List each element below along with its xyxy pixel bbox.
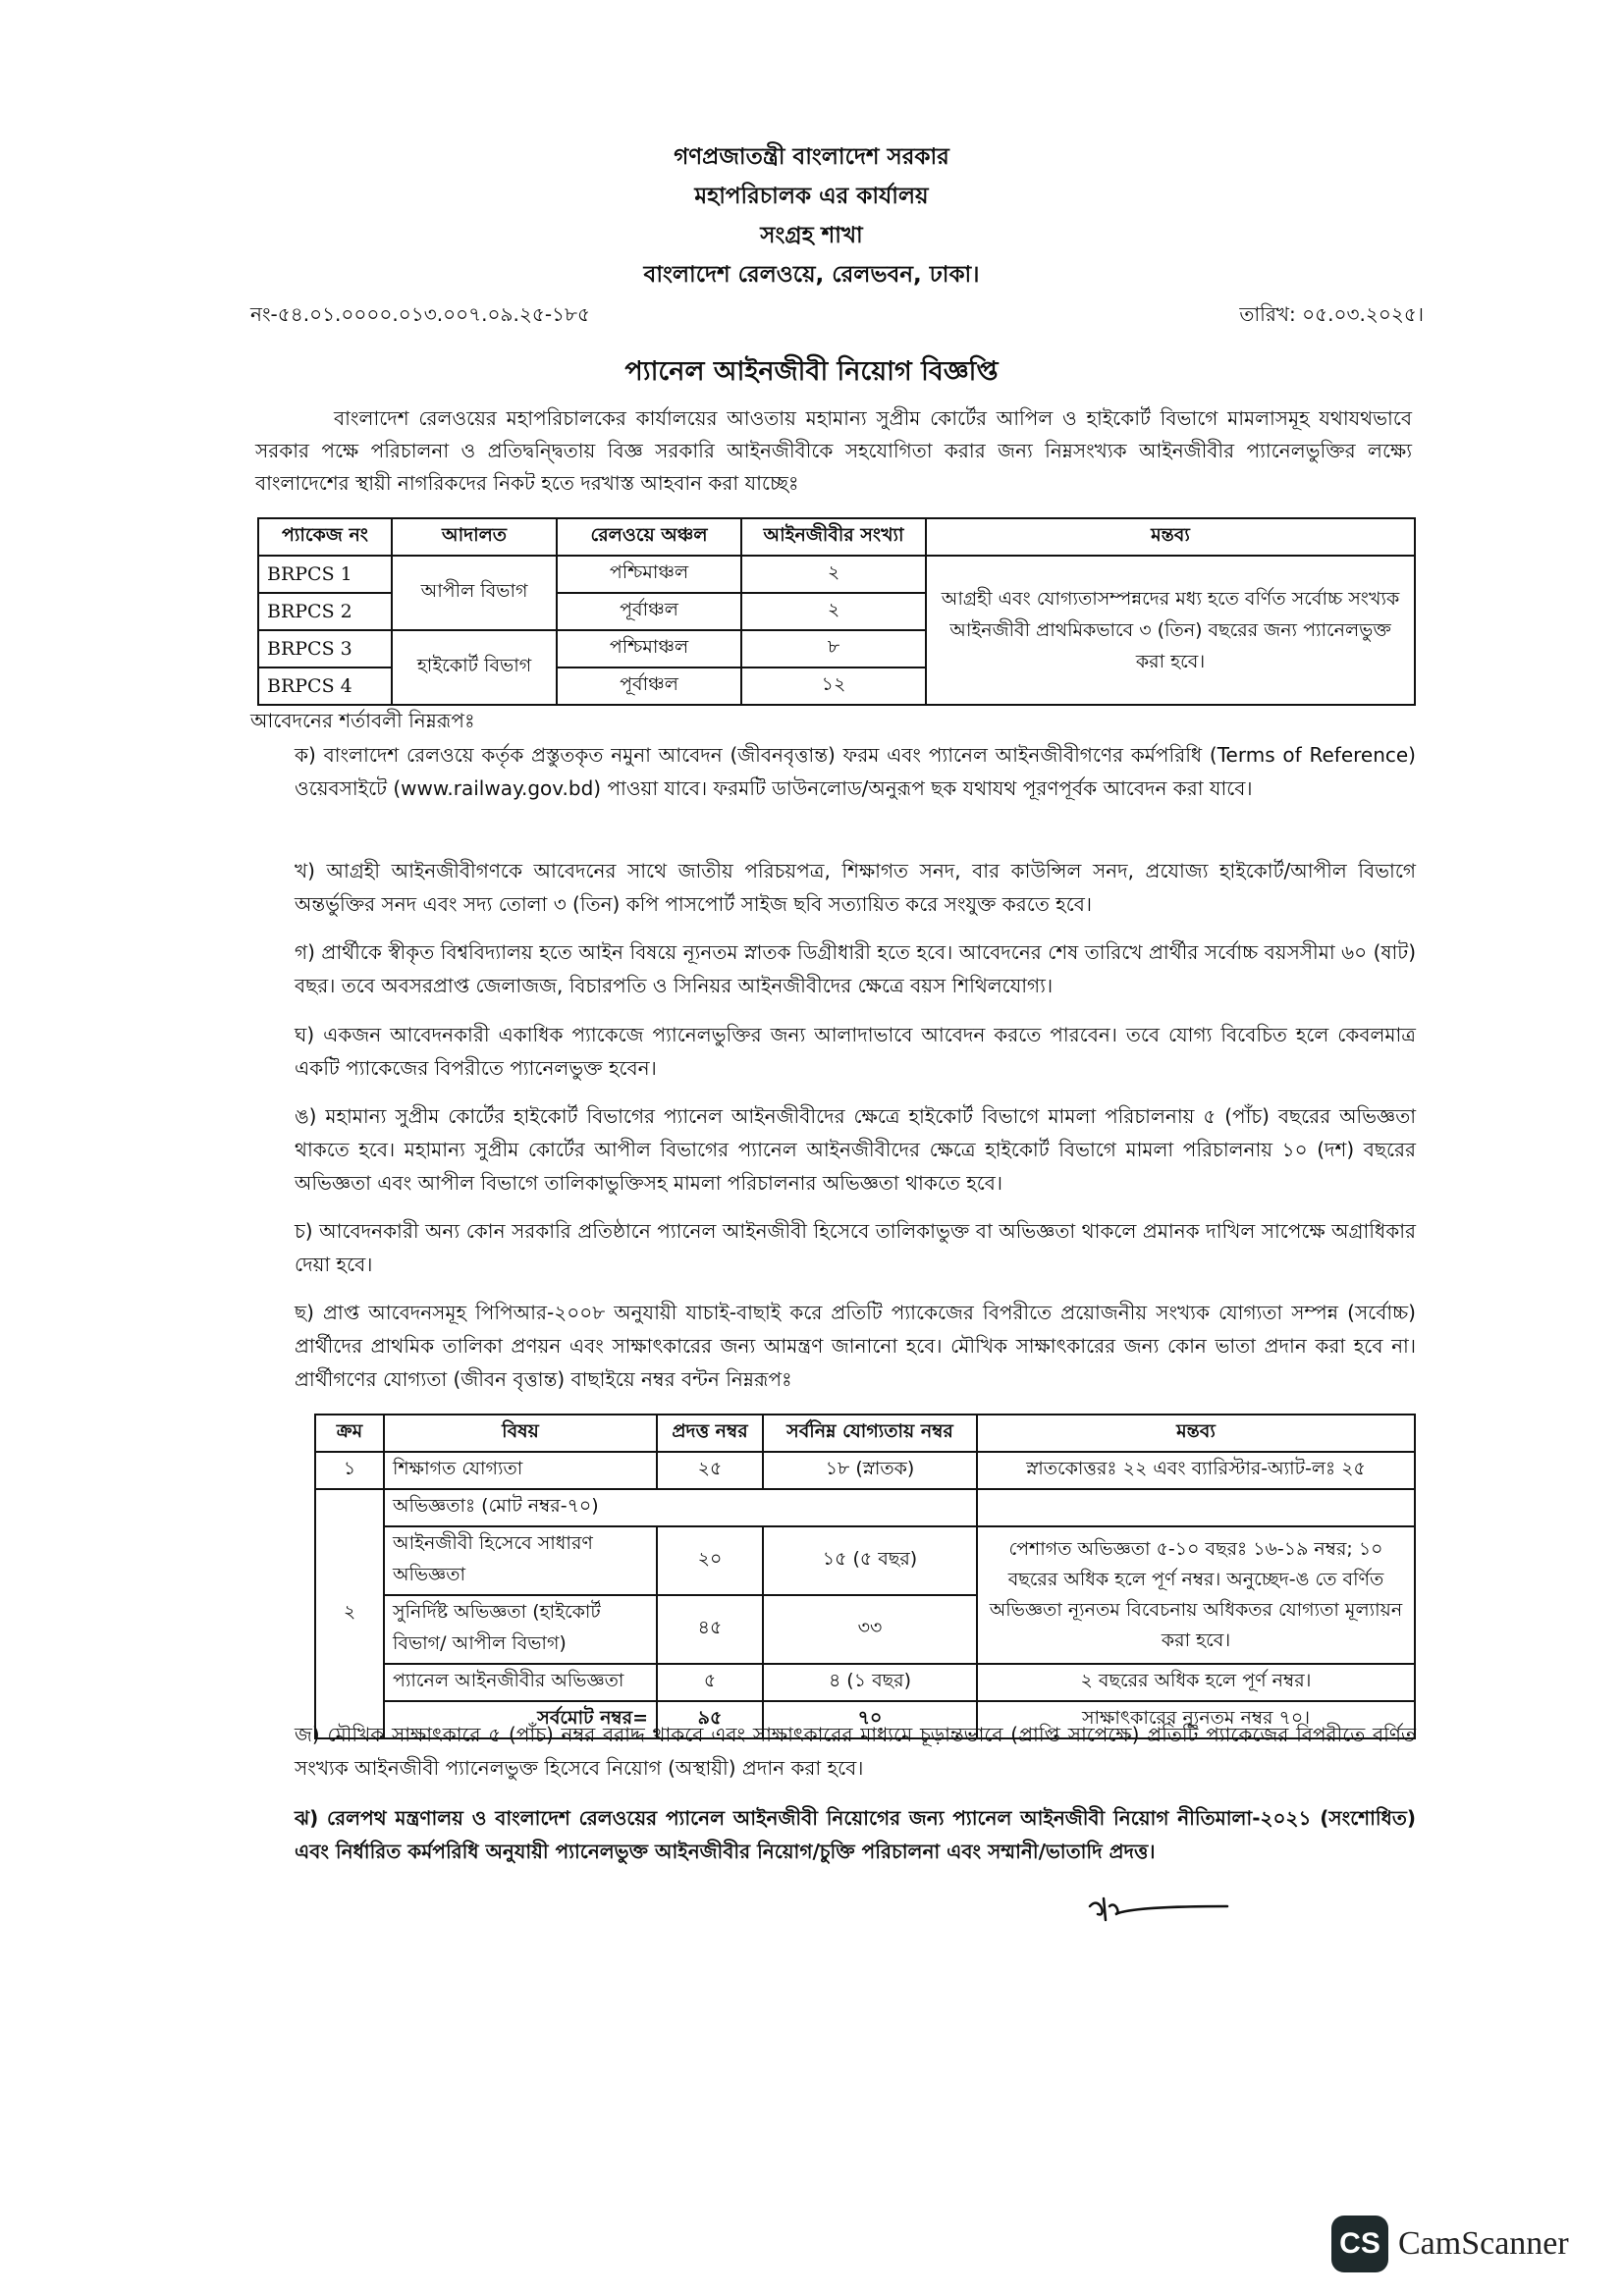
col-zone: রেলওয়ে অঞ্চল [557,518,741,556]
condition-jha: ঝ) রেলপথ মন্ত্রণালয় ও বাংলাদেশ রেলওয়ের প্যানেল আইনজীবী নিয়োগের জন্য প্যানেল আইনজীবী নিয়োগ নীতিমালা-২০২১ (সংশোধিত) এবং নির্ধারিত কর্মপরিধি অনুযায়ী প্যানেলভুক্ত আইনজীবীর নিয়োগ/চুক্তি পরিচালনা এবং সম্মানী/ভাতাদি প্রদত্ত। [295,1806,1416,1863]
col-serial: ক্রম [315,1415,384,1452]
count-cell: ২ [741,556,926,593]
remark-cell: আগ্রহী এবং যোগ্যতাসম্পন্নদের মধ্য হতে বর্ণিত সর্বোচ্চ সংখ্যক আইনজীবী প্রাথমিকভাবে ৩ (তিন) বছরের জন্য প্যানেলভুক্ত করা হবে। [926,556,1415,705]
col-subject: বিষয় [384,1415,657,1452]
remark-cell: পেশাগত অভিজ্ঞতা ৫-১০ বছরঃ ১৬-১৯ নম্বর; ১০ বছরের অধিক হলে পূর্ণ নম্বর। অনুচ্ছেদ-ঙ তে বর্ণিত অভিজ্ঞতা ন্যূনতম বিবেচনায় অধিকতর যোগ্যতা মূল্যায়ন করা হবে। [977,1526,1415,1664]
condition-chha: ছ) প্রাপ্ত আবেদনসমূহ পিপিআর-২০০৮ অনুযায়ী যাচাই-বাছাই করে প্রতিটি প্যাকেজের বিপরীতে প্রয়োজনীয় সংখ্যক যোগ্যতা সম্পন্ন (সর্বোচ্চ) প্রার্থীদের প্রাথমিক তালিকা প্রণয়ন এবং সাক্ষাৎকারের জন্য আমন্ত্রণ জানানো হবে। মৌখিক সাক্ষাৎকারের জন্য কোন ভাতা প্রদান করা হবে না। প্রার্থীগণের যোগ্যতা (জীবন বৃত্তান্ত) বাছাইয়ে নম্বর বন্টন নিম্নরূপঃ [295,1301,1416,1391]
zone-cell: পূর্বাঞ্চল [557,667,741,705]
table-row [315,1489,1415,1526]
notice-title: প্যানেল আইনজীবী নিয়োগ বিজ্ঞপ্তি [624,356,999,387]
table-header-row [258,518,1415,556]
col-count: আইনজীবীর সংখ্যা [741,518,926,556]
serial-cell: ১ [315,1452,384,1489]
count-cell: ৮ [741,630,926,667]
camscanner-watermark [1331,2215,1569,2273]
subject-cell: সুনির্দিষ্ট অভিজ্ঞতা (হাইকোর্ট বিভাগ/ আপীল বিভাগ) [384,1595,657,1664]
remark-cell: স্নাতকোত্তরঃ ২২ এবং ব্যারিস্টার-অ্যাট-লঃ ২৫ [977,1452,1415,1489]
govt-name: গণপ্রজাতন্ত্রী বাংলাদেশ সরকার [674,144,949,170]
subject-cell: প্যানেল আইনজীবীর অভিজ্ঞতা [384,1664,657,1701]
signature-mark [1080,1885,1237,1924]
col-remark: মন্তব্য [926,518,1415,556]
marks-cell: ৪৫ [657,1595,763,1664]
remark-cell: ২ বছরের অধিক হলে পূর্ণ নম্বর। [977,1664,1415,1701]
court-cell: আপীল বিভাগ [392,556,557,630]
empty-cell [977,1489,1415,1526]
total-label-cell: সর্বমোট নম্বর= [384,1701,657,1738]
memo-number: নং-৫৪.০১.০০০০.০১৩.০০৭.০৯.২৫-১৮৫ [250,302,590,326]
condition-gha: ঘ) একজন আবেদনকারী একাধিক প্যাকেজে প্যানেলভুক্তির জন্য আলাদাভাবে আবেদন করতে পারবেন। তবে যোগ্য বিবেচিত হলে কেবলমাত্র একটি প্যাকেজের বিপরীতে প্যানেলভুক্ত হবেন। [295,1023,1416,1080]
total-marks-cell: ৯৫ [657,1701,763,1738]
marks-table [314,1414,1416,1739]
serial-cell: ২ [315,1489,384,1738]
condition-ja: জ) মৌখিক সাক্ষাৎকারে ৫ (পাঁচ) নম্বর বরাদ্দ থাকবে এবং সাক্ষাৎকারের মাধ্যমে চূড়ান্তভাবে (প্রাপ্তি সাপেক্ষে) প্রতিটি প্যাকেজের বিপরীতে বর্ণিত সংখ্যক আইনজীবী প্যানেলভুক্ত হিসেবে নিয়োগ (অস্থায়ী) প্রদান করা হবে। [295,1723,1416,1780]
table-row [315,1452,1415,1489]
camscanner-text: CamScanner [1398,2225,1569,2262]
zone-cell: পশ্চিমাঞ্চল [557,630,741,667]
min-marks-cell: ১৮ (স্নাতক) [763,1452,977,1489]
date-value: ০৫.০৩.২০২৫। [1302,302,1424,326]
conditions-heading: আবেদনের শর্তাবলী নিম্নরূপঃ [250,709,475,732]
court-cell: হাইকোর্ট বিভাগ [392,630,557,705]
marks-cell: ২৫ [657,1452,763,1489]
condition-uma: ঙ) মহামান্য সুপ্রীম কোর্টের হাইকোর্ট বিভাগের প্যানেল আইনজীবীদের ক্ষেত্রে হাইকোর্ট বিভাগে মামলা পরিচালনায় ৫ (পাঁচ) বছরের অভিজ্ঞতা থাকতে হবে। মহামান্য সুপ্রীম কোর্টের আপীল বিভাগের প্যানেল আইনজীবীদের ক্ষেত্রে হাইকোর্ট বিভাগে মামলা পরিচালনায় ১০ (দশ) বছরের অভিজ্ঞতা এবং আপীল বিভাগে তালিকাভুক্তিসহ মামলা পরিচালনার অভিজ্ঞতা থাকতে হবে। [295,1104,1416,1195]
min-marks-cell: ৪ (১ বছর) [763,1664,977,1701]
office-address: বাংলাদেশ রেলওয়ে, রেলভবন, ঢাকা। [643,262,980,288]
col-court: আদালত [392,518,557,556]
min-marks-cell: ৩৩ [763,1595,977,1664]
col-remark: মন্তব্য [977,1415,1415,1452]
office-name: মহাপরিচালক এর কার্যালয় [694,184,929,209]
package-cell: BRPCS 2 [258,593,392,630]
marks-cell: ২০ [657,1526,763,1595]
zone-cell: পূর্বাঞ্চল [557,593,741,630]
condition-cha: চ) আবেদনকারী অন্য কোন সরকারি প্রতিষ্ঠানে প্যানেল আইনজীবী হিসেবে তালিকাভুক্ত বা অভিজ্ঞতা থাকলে প্রমানক দাখিল সাপেক্ষে অগ্রাধিকার দেয়া হবে। [295,1219,1416,1276]
condition-kha: খ) আগ্রহী আইনজীবীগণকে আবেদনের সাথে জাতীয় পরিচয়পত্র, শিক্ষাগত সনদ, বার কাউন্সিল সনদ, প্রযোজ্য হাইকোর্ট/আপীল বিভাগে অন্তর্ভুক্তির সনদ এবং সদ্য তোলা ৩ (তিন) কপি পাসপোর্ট সাইজ ছবি সত্যায়িত করে সংযুক্ত করতে হবে। [295,859,1416,916]
branch-name: সংগ্রহ শাখা [760,223,863,248]
count-cell: ২ [741,593,926,630]
total-min-cell: ৭০ [763,1701,977,1738]
col-min-marks: সর্বনিম্ন যোগ্যতায় নম্বর [763,1415,977,1452]
memo-date-block [1239,300,1424,333]
memo-row [250,294,1424,330]
intro-paragraph: বাংলাদেশ রেলওয়ের মহাপরিচালকের কার্যালয়ের আওতায় মহামান্য সুপ্রীম কোর্টের আপিল ও হাইকোর্ট বিভাগে মামলাসমূহ যথাযথভাবে সরকার পক্ষে পরিচালনা ও প্রতিদ্বন্দ্বিতায় বিজ্ঞ সরকারি আইনজীবীকে সহযোগিতা করার জন্য নিম্নসংখ্যক আইনজীবীর প্যানেলভুক্তির লক্ষ্যে বাংলাদেশের স্থায়ী নাগরিকদের নিকট হতে দরখাস্ত আহবান করা যাচ্ছেঃ [255,406,1412,495]
table-header-row [315,1415,1415,1452]
package-cell: BRPCS 3 [258,630,392,667]
package-cell: BRPCS 4 [258,667,392,705]
col-package: প্যাকেজ নং [258,518,392,556]
experience-heading-cell: অভিজ্ঞতাঃ (মোট নম্বর-৭০) [384,1489,977,1526]
table-row [315,1664,1415,1701]
letterhead [0,137,1623,294]
marks-cell: ৫ [657,1664,763,1701]
package-cell: BRPCS 1 [258,556,392,593]
table-row [258,556,1415,593]
condition-ka: ক) বাংলাদেশ রেলওয়ে কর্তৃক প্রস্তুতকৃত নমুনা আবেদন (জীবনবৃত্তান্ত) ফরম এবং প্যানেল আইনজীবীগণের কর্মপরিধি (Terms of Reference) ওয়েবসাইটে (www.railway.gov.bd) পাওয়া যাবে। ফরমটি ডাউনলোড/অনুরূপ ছক যথাযথ পূরণপূর্বক আবেদন করা যাবে। [295,743,1416,800]
min-marks-cell: ১৫ (৫ বছর) [763,1526,977,1595]
package-table [257,517,1416,706]
camscanner-logo-icon: CS [1331,2216,1388,2272]
table-row [315,1526,1415,1595]
total-remark-cell: সাক্ষাৎকারের ন্যূনতম নম্বর ৭০। [977,1701,1415,1738]
zone-cell: পশ্চিমাঞ্চল [557,556,741,593]
col-marks: প্রদত্ত নম্বর [657,1415,763,1452]
subject-cell: আইনজীবী হিসেবে সাধারণ অভিজ্ঞতা [384,1526,657,1595]
subject-cell: শিক্ষাগত যোগ্যতা [384,1452,657,1489]
condition-ga: গ) প্রার্থীকে স্বীকৃত বিশ্ববিদ্যালয় হতে আইন বিষয়ে ন্যূনতম স্নাতক ডিগ্রীধারী হতে হবে। আবেদনের শেষ তারিখে প্রার্থীর সর্বোচ্চ বয়সসীমা ৬০ (ষাট) বছর। তবে অবসরপ্রাপ্ত জেলাজজ, বিচারপতি ও সিনিয়র আইনজীবীদের ক্ষেত্রে বয়স শিথিলযোগ্য। [295,940,1416,997]
date-label: তারিখ: [1239,302,1296,326]
count-cell: ১২ [741,667,926,705]
